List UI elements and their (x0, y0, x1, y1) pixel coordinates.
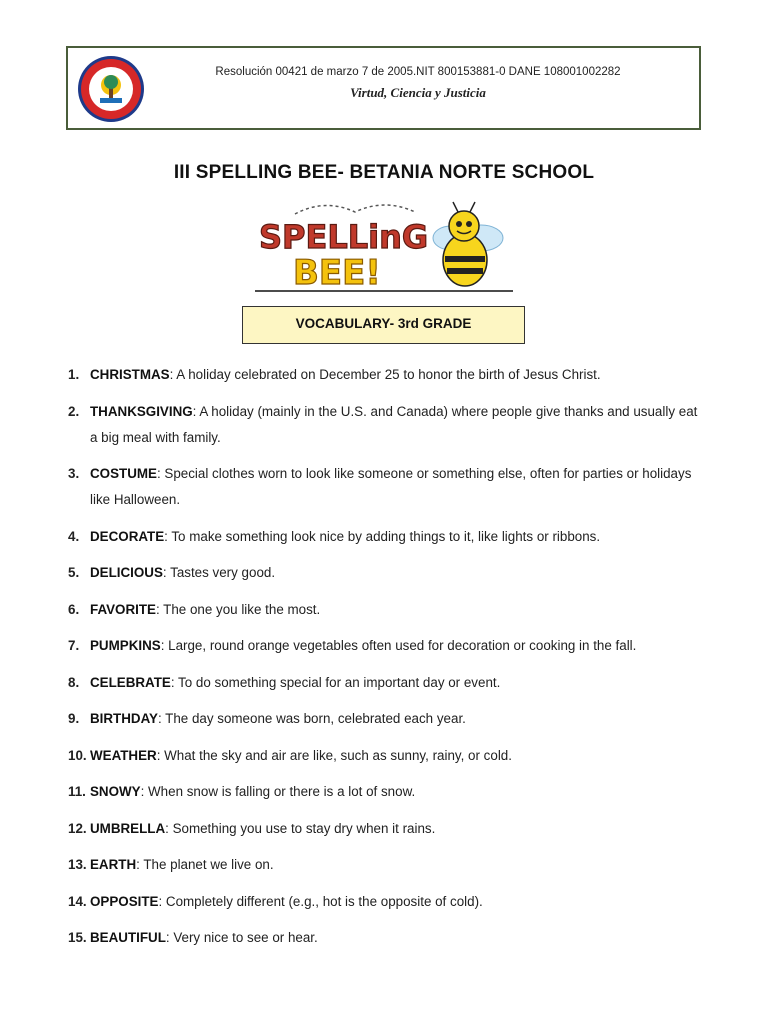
vocab-term: CHRISTMAS (90, 367, 170, 382)
list-item (68, 889, 708, 915)
list-item (68, 816, 708, 842)
item-number: 6. (68, 601, 80, 617)
item-number: 9. (68, 711, 80, 726)
list-item (68, 524, 708, 550)
item-text (90, 852, 708, 878)
item-text (90, 524, 708, 550)
item-text (90, 925, 708, 951)
item-text (90, 670, 708, 696)
vocab-definition: : A holiday celebrated on December 25 to honor the birth of Jesus Christ. (169, 367, 601, 382)
item-text (90, 362, 708, 388)
list-item (68, 560, 708, 586)
item-number: 10. (68, 747, 87, 763)
vocab-term: FAVORITE (90, 601, 156, 617)
vocab-term: DECORATE (90, 528, 165, 544)
school-motto: Virtud, Ciencia y Justicia (350, 85, 486, 100)
list-item (68, 399, 708, 451)
vocab-definition: : The day someone was born, celebrated each year. (157, 711, 466, 726)
vocab-definition: : Something you use to stay dry when it rains. (165, 820, 436, 836)
item-number: 12. (68, 820, 87, 836)
vocab-term: BEAUTIFUL (90, 930, 166, 945)
item-number: 4. (68, 528, 80, 544)
vocab-definition: : What the sky and air are like, such as sunny, rainy, or cold. (156, 747, 512, 763)
item-number: 14. (68, 893, 87, 909)
list-item (68, 925, 708, 951)
document-title: III SPELLING BEE- BETANIA NORTE SCHOOL (173, 162, 595, 183)
item-text (90, 743, 708, 769)
letterhead (66, 46, 701, 130)
list-item (68, 706, 708, 732)
item-number: 3. (68, 466, 80, 481)
vocab-definition: : A holiday (mainly in the U.S. and Canada) where people give thanks and usually eat a big meal with family. (90, 403, 698, 445)
item-text (90, 816, 708, 842)
vocab-definition: : When snow is falling or there is a lot of snow. (140, 784, 416, 799)
item-number: 8. (68, 674, 80, 690)
item-number: 7. (68, 638, 80, 653)
list-item (68, 633, 708, 659)
school-seal-icon (76, 54, 146, 124)
vocab-definition: : The one you like the most. (155, 601, 321, 617)
item-text (90, 633, 708, 659)
vocabulary-list (68, 362, 708, 962)
vocab-term: BIRTHDAY (90, 711, 158, 726)
item-number: 2. (68, 403, 80, 419)
vocab-definition: : Special clothes worn to look like someone or something else, often for parties or holidays like Halloween. (90, 466, 692, 507)
vocab-definition: : The planet we live on. (136, 857, 274, 872)
vocab-definition: : Very nice to see or hear. (165, 930, 318, 945)
item-text (90, 779, 708, 805)
vocab-term: EARTH (90, 857, 137, 872)
vocab-term: WEATHER (90, 747, 157, 763)
vocab-term: UMBRELLA (90, 820, 166, 836)
list-item (68, 779, 708, 805)
section-label-box: VOCABULARY- 3rd GRADE (242, 306, 525, 344)
item-number: 5. (68, 565, 80, 580)
list-item (68, 461, 708, 513)
logo-text-bee: BEE! (293, 253, 381, 293)
item-text (90, 597, 708, 623)
item-number: 15. (68, 930, 87, 945)
item-text (90, 706, 708, 732)
list-item (68, 743, 708, 769)
vocab-term: OPPOSITE (90, 893, 159, 909)
vocab-definition: : Large, round orange vegetables often used for decoration or cooking in the fall. (160, 638, 637, 653)
spelling-bee-logo (255, 198, 515, 294)
vocab-term: COSTUME (90, 466, 157, 481)
vocab-term: SNOWY (90, 784, 141, 799)
bee-icon (433, 202, 503, 286)
vocab-definition: : Tastes very good. (162, 565, 276, 580)
list-item (68, 670, 708, 696)
vocab-term: DELICIOUS (90, 565, 163, 580)
vocab-term: CELEBRATE (90, 674, 171, 690)
list-item (68, 852, 708, 878)
item-number: 11. (68, 784, 86, 799)
item-text (90, 461, 708, 513)
vocab-definition: : To make something look nice by adding things to it, like lights or ribbons. (164, 528, 601, 544)
item-number: 1. (68, 367, 80, 382)
vocab-term: PUMPKINS (90, 638, 161, 653)
list-item (68, 597, 708, 623)
vocab-term: THANKSGIVING (90, 403, 193, 419)
item-number: 13. (68, 857, 87, 872)
vocab-definition: : Completely different (e.g., hot is the opposite of cold). (158, 893, 483, 909)
logo-text-spelling: SPELLinG (259, 218, 429, 256)
resolution-text: Resolución 00421 de marzo 7 de 2005.NIT 800153881-0 DANE 108001002282 (215, 66, 621, 78)
item-text (90, 889, 708, 915)
item-text (90, 399, 708, 451)
list-item (68, 362, 708, 388)
item-text (90, 560, 708, 586)
vocab-definition: : To do something special for an important day or event. (170, 674, 501, 690)
